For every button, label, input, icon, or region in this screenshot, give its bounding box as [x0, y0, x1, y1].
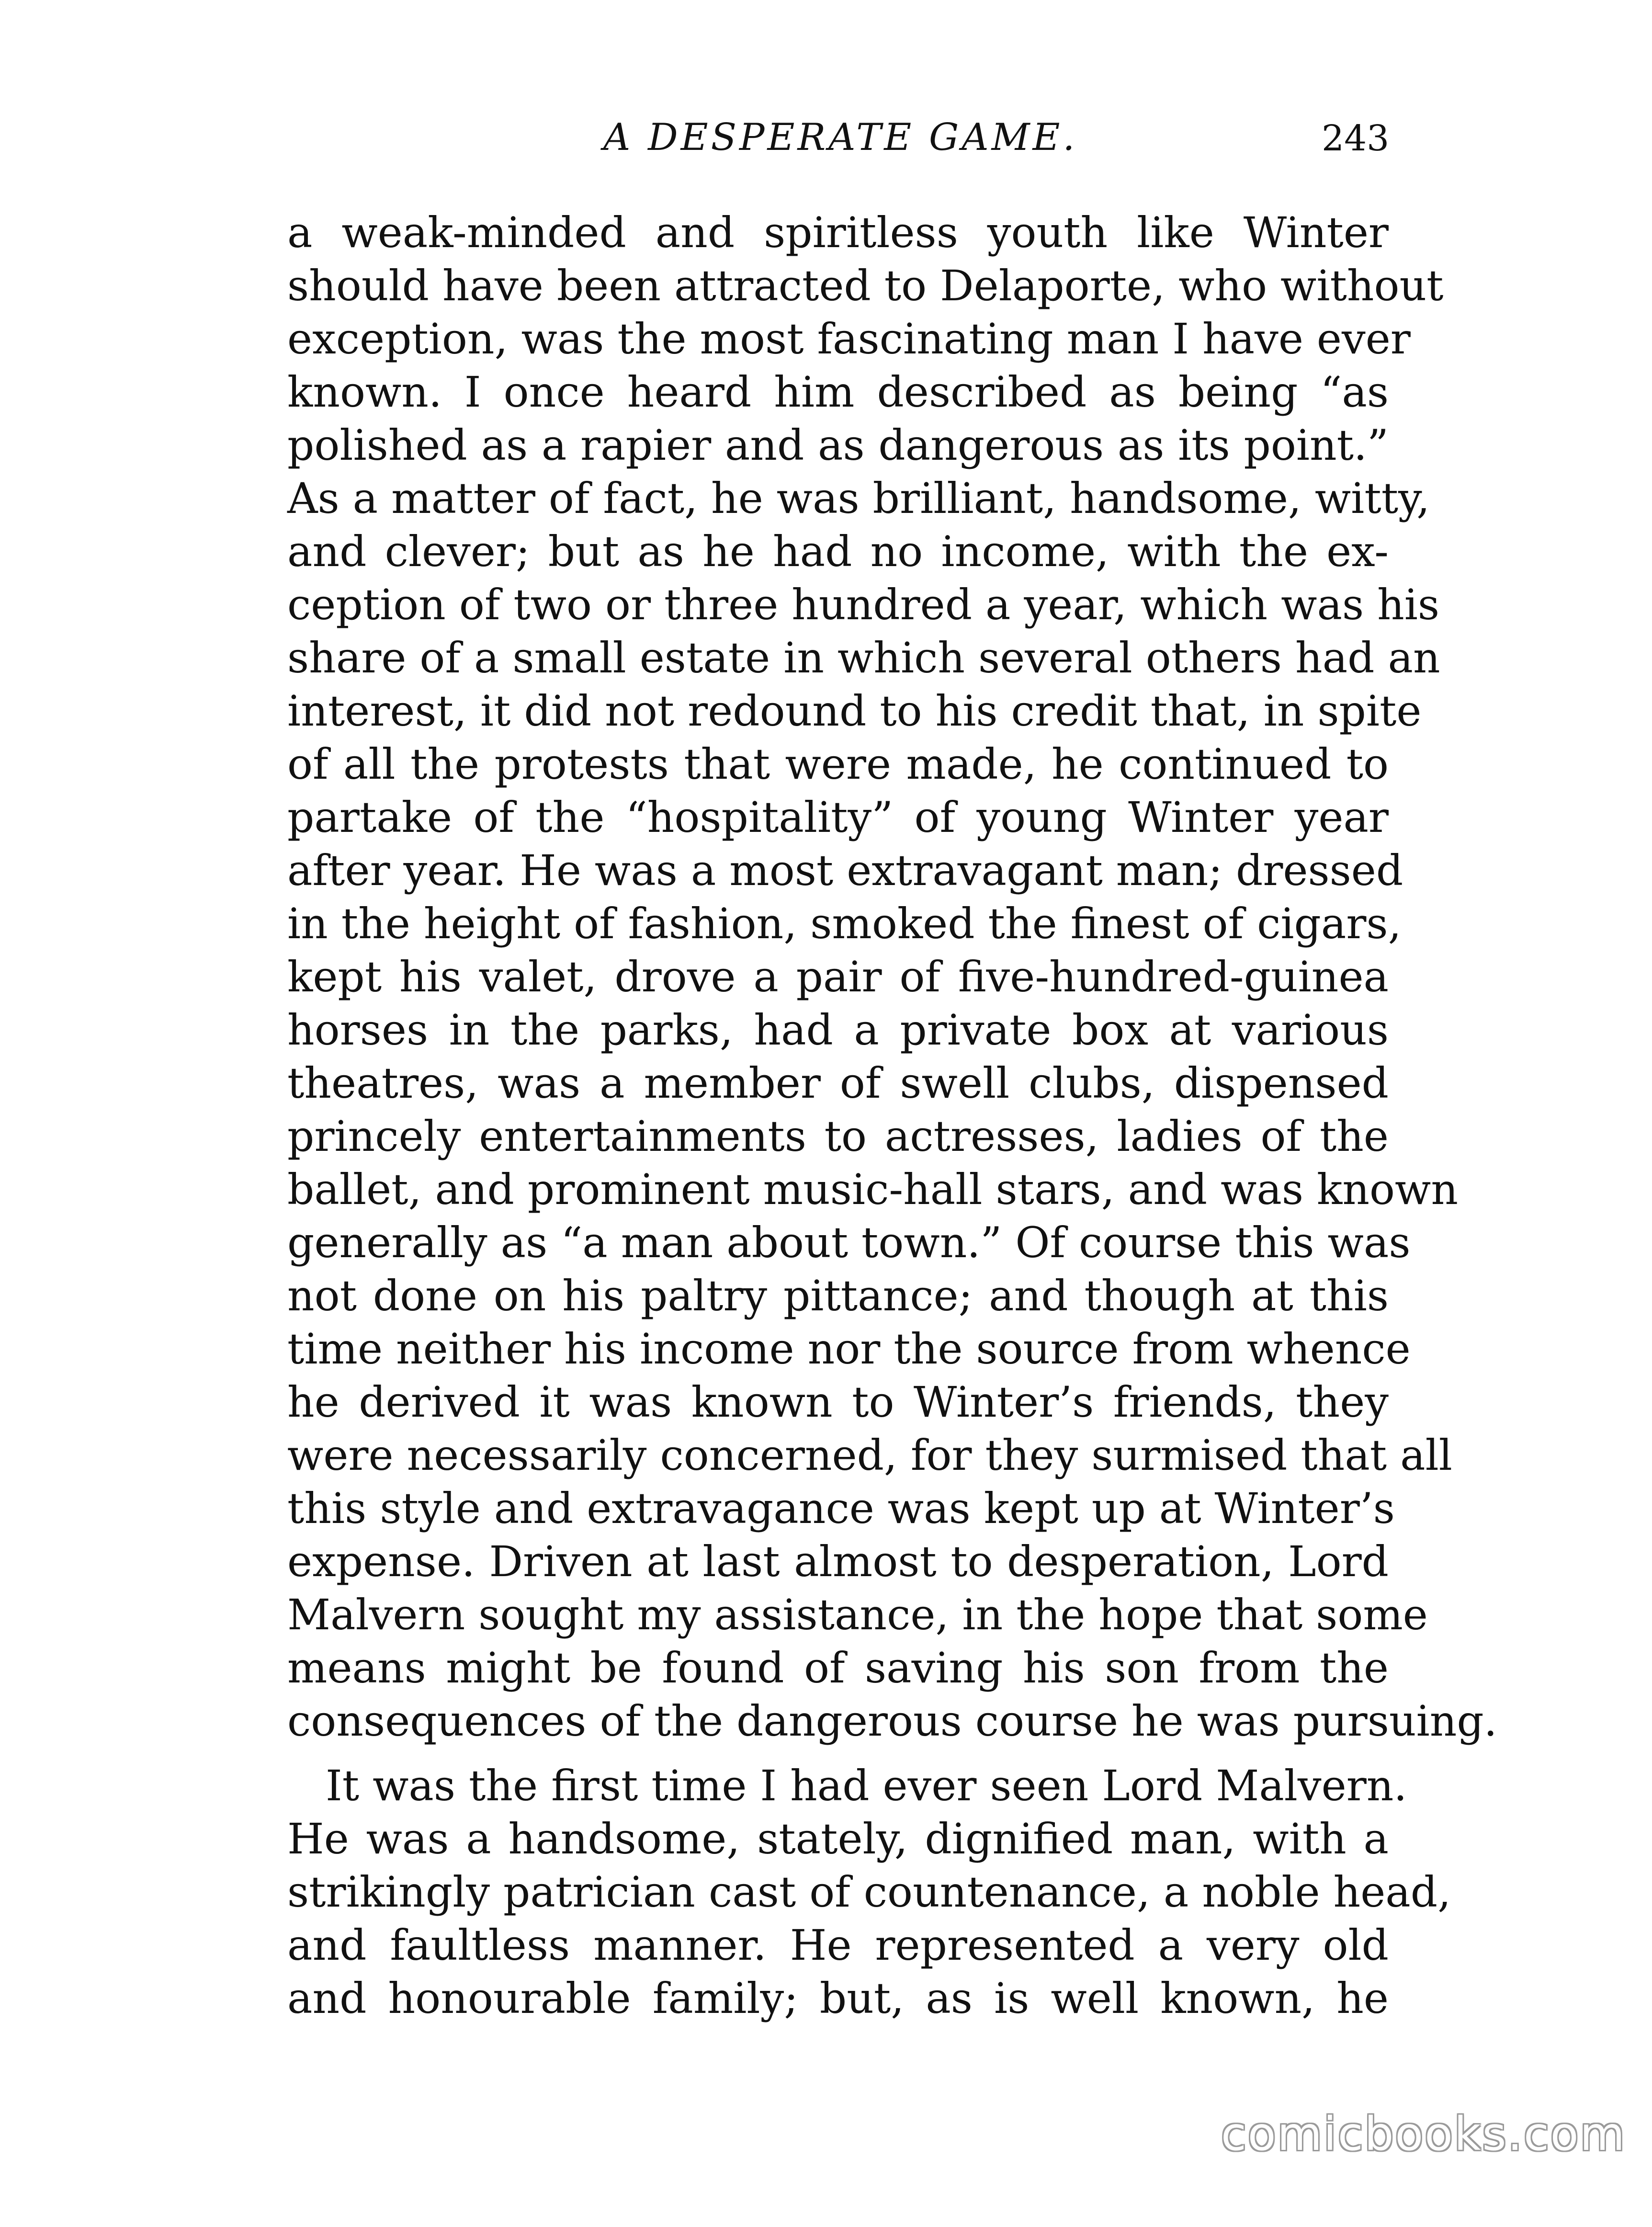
text-line: princely entertainments to actresses, ladies of the: [287, 1112, 1389, 1161]
text-line: should have been attracted to Delaporte, who without: [287, 261, 1444, 310]
text-line: consequences of the dangerous course he was pursuing.: [287, 1696, 1497, 1746]
paragraph: [287, 1759, 1451, 2025]
text-line: and honourable family; but, as is well known, he: [287, 1974, 1389, 2023]
text-line: horses in the parks, had a private box at various: [287, 1005, 1389, 1055]
text-line: Malvern sought my assistance, in the hope that some: [287, 1590, 1428, 1639]
running-title: A DESPERATE GAME.: [603, 116, 1078, 159]
text-line: interest, it did not redound to his credit that, in spite: [287, 686, 1422, 736]
text-line: time neither his income nor the source from whence: [287, 1324, 1411, 1374]
text-line: It was the first time I had ever seen Lord Malvern.: [326, 1761, 1407, 1810]
watermark: comicbooks.com: [1221, 2107, 1627, 2161]
text-line: exception, was the most fascinating man I have ever: [287, 314, 1411, 364]
page-number: 243: [1322, 118, 1390, 159]
text-line: means might be found of saving his son from the: [287, 1643, 1389, 1693]
text-line: not done on his paltry pittance; and though at this: [287, 1271, 1389, 1320]
body-text: [287, 206, 1497, 2025]
text-line: ballet, and prominent music-hall stars, and was known: [287, 1165, 1459, 1214]
text-line: ception of two or three hundred a year, which was his: [287, 580, 1440, 629]
text-line: strikingly patrician cast of countenance, a noble head,: [287, 1867, 1451, 1917]
text-line: a weak-minded and spiritless youth like Winter: [287, 208, 1389, 257]
paragraph: [287, 206, 1497, 1748]
text-line: He was a handsome, stately, dignified man, with a: [287, 1814, 1389, 1863]
text-line: after year. He was a most extravagant man; dressed: [287, 846, 1403, 895]
text-line: in the height of fashion, smoked the finest of cigars,: [287, 899, 1402, 948]
text-line: were necessarily concerned, for they surmised that all: [287, 1431, 1452, 1480]
text-line: partake of the “hospitality” of young Winter year: [287, 793, 1389, 842]
text-line: kept his valet, drove a pair of five-hundred-guinea: [287, 952, 1389, 1001]
paragraph-gap: [287, 1748, 1389, 1759]
text-line: expense. Driven at last almost to desperation, Lord: [287, 1537, 1389, 1586]
text-line: generally as “a man about town.” Of course this was: [287, 1218, 1411, 1267]
text-line: share of a small estate in which several others had an: [287, 633, 1440, 682]
text-line: theatres, was a member of swell clubs, dispensed: [287, 1058, 1389, 1108]
text-line: and clever; but as he had no income, with the ex-: [287, 527, 1389, 576]
text-line: known. I once heard him described as being “as: [287, 367, 1389, 417]
text-line: and faultless manner. He represented a very old: [287, 1920, 1389, 1970]
text-line: he derived it was known to Winter’s friends, they: [287, 1377, 1389, 1427]
text-line: this style and extravagance was kept up at Winter’s: [287, 1484, 1395, 1533]
text-line: As a matter of fact, he was brilliant, handsome, witty,: [287, 474, 1430, 523]
text-line: polished as a rapier and as dangerous as its point.”: [287, 420, 1389, 470]
text-line: of all the protests that were made, he continued to: [287, 739, 1389, 789]
